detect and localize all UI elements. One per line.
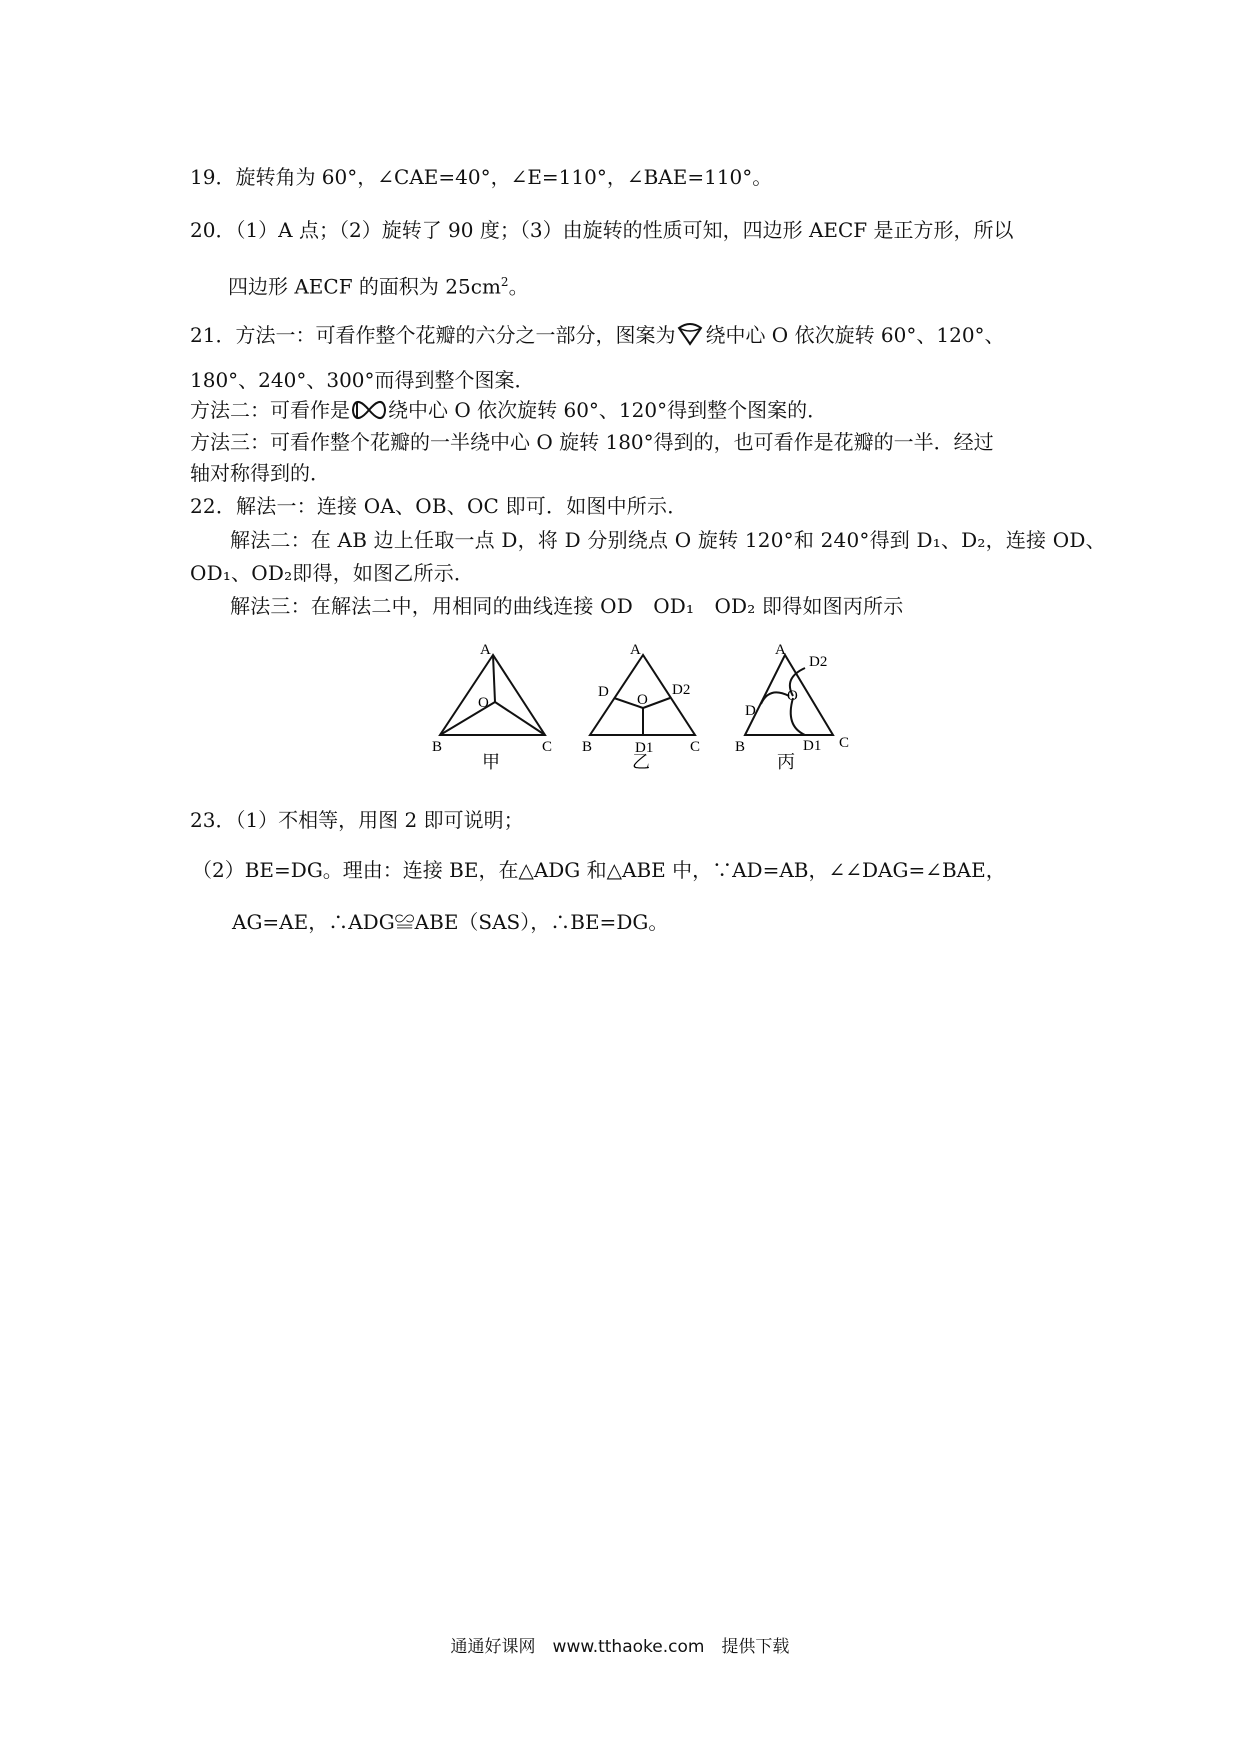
page-footer: 通通好课网 www.tthaoke.com 提供下载 (450, 1637, 790, 1657)
segment-oa (493, 655, 495, 702)
label-b: B (582, 739, 593, 755)
label-d1: D1 (635, 740, 654, 756)
bowtie-petal-icon (352, 399, 386, 426)
label-b: B (432, 739, 443, 755)
answer-21-method-1-text: 21．方法一：可看作整个花瓣的六分之一部分，图案为 (190, 323, 676, 347)
label-c: C (542, 739, 553, 755)
caption-yi: 乙 (632, 752, 650, 770)
label-a: A (630, 642, 641, 658)
answer-23-line-2: （2）BE=DG。理由：连接 BE，在△ADG 和△ABE 中，∵AD=AB，∠∠DAG=∠BAE， (192, 858, 1006, 882)
answer-20-period: 。 (508, 274, 529, 299)
answer-21-line-4: 方法三：可看作整个花瓣的一半绕中心 O 旋转 180°得到的，也可看作是花瓣的一半．经过 (190, 430, 994, 454)
answer-19: 19．旋转角为 60°，∠CAE=40°，∠E=110°，∠BAE=110°。 (190, 165, 773, 189)
answer-22-line-2: 解法二：在 AB 边上任取一点 D，将 D 分别绕点 O 旋转 120°和 240°得到 D₁、D₂，连接 OD、 (230, 528, 1106, 552)
answer-21-method-2-rotation: 绕中心 O 依次旋转 60°、120°得到整个图案的． (388, 398, 828, 422)
figure-bing (735, 640, 875, 774)
label-o: O (787, 688, 798, 704)
label-a: A (480, 642, 491, 658)
label-c: C (839, 735, 850, 751)
figure-jia (430, 640, 560, 774)
answer-21-line-3 (190, 398, 827, 426)
petal-sixth-icon (677, 322, 703, 351)
answer-21-line-5: 轴对称得到的． (190, 461, 330, 485)
label-d: D (745, 703, 756, 719)
answer-22-line-1: 22．解法一：连接 OA、OB、OC 即可．如图中所示． (190, 494, 688, 518)
answer-23-line-1: 23．（1）不相等，用图 2 即可说明； (190, 808, 524, 832)
label-d2: D2 (809, 654, 828, 670)
segment-oc (495, 702, 545, 735)
label-d2: D2 (672, 682, 691, 698)
answer-21-method-1-rotation: 绕中心 O 依次旋转 60°、120°、 (705, 323, 1005, 347)
answer-20-line-1: 20．（1）A 点；（2）旋转了 90 度；（3）由旋转的性质可知，四边形 AECF 是正方形，所以 (190, 218, 1014, 242)
answer-22-line-4: 解法三：在解法二中，用相同的曲线连接 OD OD₁ OD₂ 即得如图丙所示 (230, 594, 904, 618)
label-o: O (637, 692, 648, 708)
label-a: A (775, 642, 786, 658)
answer-20-line-2 (228, 270, 529, 299)
label-b: B (735, 739, 746, 755)
answer-21-line-2: 180°、240°、300°而得到整个图案． (190, 368, 535, 392)
caption-bing: 丙 (777, 752, 795, 770)
label-o: O (478, 695, 489, 711)
label-c: C (690, 739, 701, 755)
label-d1: D1 (803, 738, 822, 754)
answer-21-line-1 (190, 322, 1005, 351)
answer-20-superscript: 2 (500, 275, 509, 289)
caption-jia: 甲 (482, 752, 500, 770)
label-d: D (598, 684, 609, 700)
figure-yi (580, 640, 710, 774)
answer-20-area-text: 四边形 AECF 的面积为 25cm (228, 274, 501, 299)
answer-23-line-3: AG=AE，∴ADG≌ABE（SAS），∴BE=DG。 (232, 910, 669, 934)
triangle-abc (440, 655, 545, 735)
answer-22-line-3: OD₁、OD₂即得，如图乙所示． (190, 561, 475, 585)
answer-21-method-2-text: 方法二：可看作是 (190, 398, 350, 422)
